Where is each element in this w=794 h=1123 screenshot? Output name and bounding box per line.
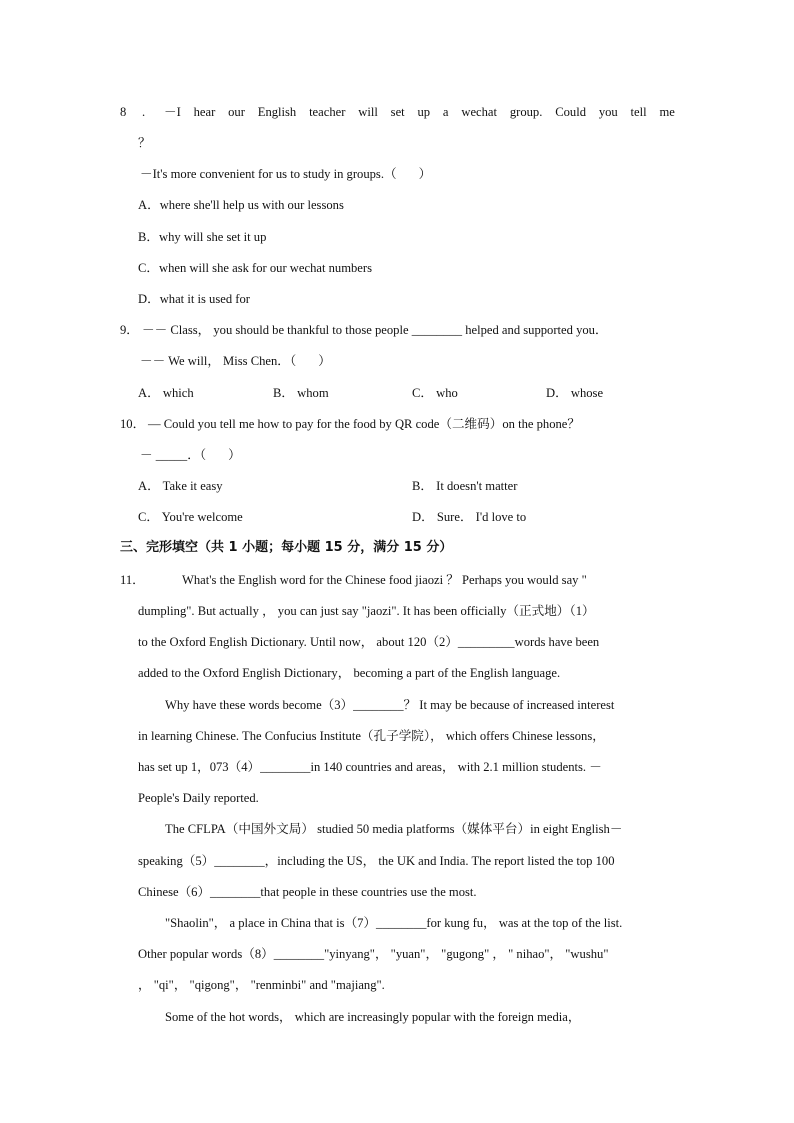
- passage-line: "Shaolin"， a place in China that is（7）________for kung fu， was at the top of the list.: [165, 916, 623, 930]
- option-text: when will she ask for our wechat numbers: [159, 261, 372, 275]
- q10-option-b[interactable]: [412, 478, 517, 494]
- q8-number: 8: [120, 105, 127, 119]
- q9-stem: －－ Class， you should be thankful to those people ________ helped and supported you．: [142, 323, 608, 337]
- passage-line: dumpling". But actually ， you can just say "jaozi". It has been officially（正式地）（1）: [138, 604, 595, 618]
- stem-word: tell: [630, 105, 647, 119]
- option-letter: A．: [138, 479, 160, 493]
- q8-option-a[interactable]: [138, 197, 344, 213]
- q10-number: 10．: [120, 417, 146, 431]
- q9-option-a[interactable]: [138, 385, 194, 401]
- option-text: Take it easy: [162, 479, 223, 493]
- option-letter: D．: [546, 386, 568, 400]
- q9-reply-text: －－ We will， Miss Chen．（: [140, 354, 297, 368]
- stem-word: set: [390, 105, 405, 119]
- q9-option-c[interactable]: [412, 385, 458, 401]
- passage-line: Chinese（6）________that people in these countries use the most.: [138, 885, 477, 899]
- passage-line: in learning Chinese. The Confucius Institute（孔子学院）， which offers Chinese lessons，: [138, 729, 605, 743]
- option-text: where she'll help us with our lessons: [159, 198, 344, 212]
- option-letter: B．: [412, 479, 433, 493]
- stem-word: Could: [555, 105, 586, 119]
- passage-line: speaking（5）________，including the US， the UK and India. The report listed the top 100: [138, 854, 615, 868]
- section-heading: 三、完形填空（共 1 小题；每小题 15 分，满分 15 分）: [120, 540, 453, 555]
- q10-option-a[interactable]: [138, 478, 223, 494]
- q11-number: 11．: [120, 573, 145, 587]
- q9-reply: [140, 353, 331, 369]
- option-text: You're welcome: [161, 510, 243, 524]
- option-text: why will she set it up: [159, 230, 267, 244]
- stem-word: wechat: [461, 105, 498, 119]
- passage-line: has set up 1，073（4）________in 140 countries and areas， with 2.1 million students. －: [138, 760, 602, 774]
- q10-option-d[interactable]: [412, 509, 526, 525]
- stem-word: English: [257, 105, 297, 119]
- option-text: It doesn't matter: [436, 479, 518, 493]
- q10-reply-close: ）: [228, 448, 241, 462]
- passage-line: Why have these words become（3）________？ It may be because of increased interest: [165, 698, 615, 712]
- stem-word: up: [417, 105, 431, 119]
- option-text: Sure． I'd love to: [436, 510, 527, 524]
- q10-reply-text: － _____．（: [140, 448, 207, 462]
- passage-line: added to the Oxford English Dictionary， becoming a part of the English language.: [138, 666, 561, 680]
- q10-option-c[interactable]: [138, 509, 243, 525]
- q9-option-b[interactable]: [273, 385, 329, 401]
- stem-word: a: [442, 105, 449, 119]
- option-letter: A．: [138, 386, 160, 400]
- q8-stem-line: [164, 104, 675, 120]
- stem-word: will: [358, 105, 378, 119]
- q9-reply-close: ）: [318, 354, 331, 368]
- q8-dot: .: [142, 105, 146, 119]
- q8-stem-question-mark: ？: [138, 136, 151, 150]
- option-text: whom: [297, 386, 329, 400]
- option-text: what it is used for: [159, 292, 250, 306]
- option-letter: C．: [138, 510, 159, 524]
- option-letter: D．: [412, 510, 434, 524]
- passage-line: ， "qi"， "qigong"， "renminbi" and "majiang".: [138, 978, 385, 992]
- q10-stem: — Could you tell me how to pay for the food by QR code（二维码）on the phone？: [148, 417, 580, 431]
- q8-reply-text: －It's more convenient for us to study in groups.（: [140, 167, 397, 181]
- option-text: which: [162, 386, 194, 400]
- option-letter: B．: [138, 230, 159, 244]
- option-text: whose: [570, 386, 604, 400]
- q8-reply: [140, 166, 431, 182]
- stem-word: group.: [509, 105, 543, 119]
- q9-option-d[interactable]: [546, 385, 603, 401]
- q8-reply-close: ）: [418, 167, 432, 181]
- option-letter: C．: [138, 261, 159, 275]
- q8-option-b[interactable]: [138, 229, 266, 245]
- option-letter: B．: [273, 386, 294, 400]
- passage-line: People's Daily reported.: [138, 791, 259, 805]
- passage-line: to the Oxford English Dictionary. Until now， about 120（2）_________words have been: [138, 635, 600, 649]
- stem-word: me: [659, 105, 675, 119]
- q10-reply: [140, 447, 241, 463]
- passage-line: What's the English word for the Chinese food jiaozi ？ Perhaps you would say ": [182, 573, 587, 587]
- option-text: who: [436, 386, 458, 400]
- q8-option-c[interactable]: [138, 260, 372, 276]
- stem-word: our: [228, 105, 245, 119]
- option-letter: D．: [138, 292, 160, 306]
- stem-word: hear: [193, 105, 216, 119]
- passage-line: The CFLPA（中国外文局） studied 50 media platforms（媒体平台）in eight English－: [165, 822, 623, 836]
- q8-option-d[interactable]: [138, 291, 250, 307]
- passage-line: Some of the hot words， which are increasingly popular with the foreign media，: [165, 1010, 581, 1024]
- option-letter: A．: [138, 198, 160, 212]
- stem-word: －I: [164, 105, 181, 119]
- passage-line: Other popular words（8）________"yinyang"， "yuan"， "gugong" ， " nihao"， "wushu": [138, 947, 609, 961]
- option-letter: C．: [412, 386, 433, 400]
- q9-number: 9．: [120, 323, 139, 337]
- stem-word: teacher: [309, 105, 346, 119]
- stem-word: you: [598, 105, 618, 119]
